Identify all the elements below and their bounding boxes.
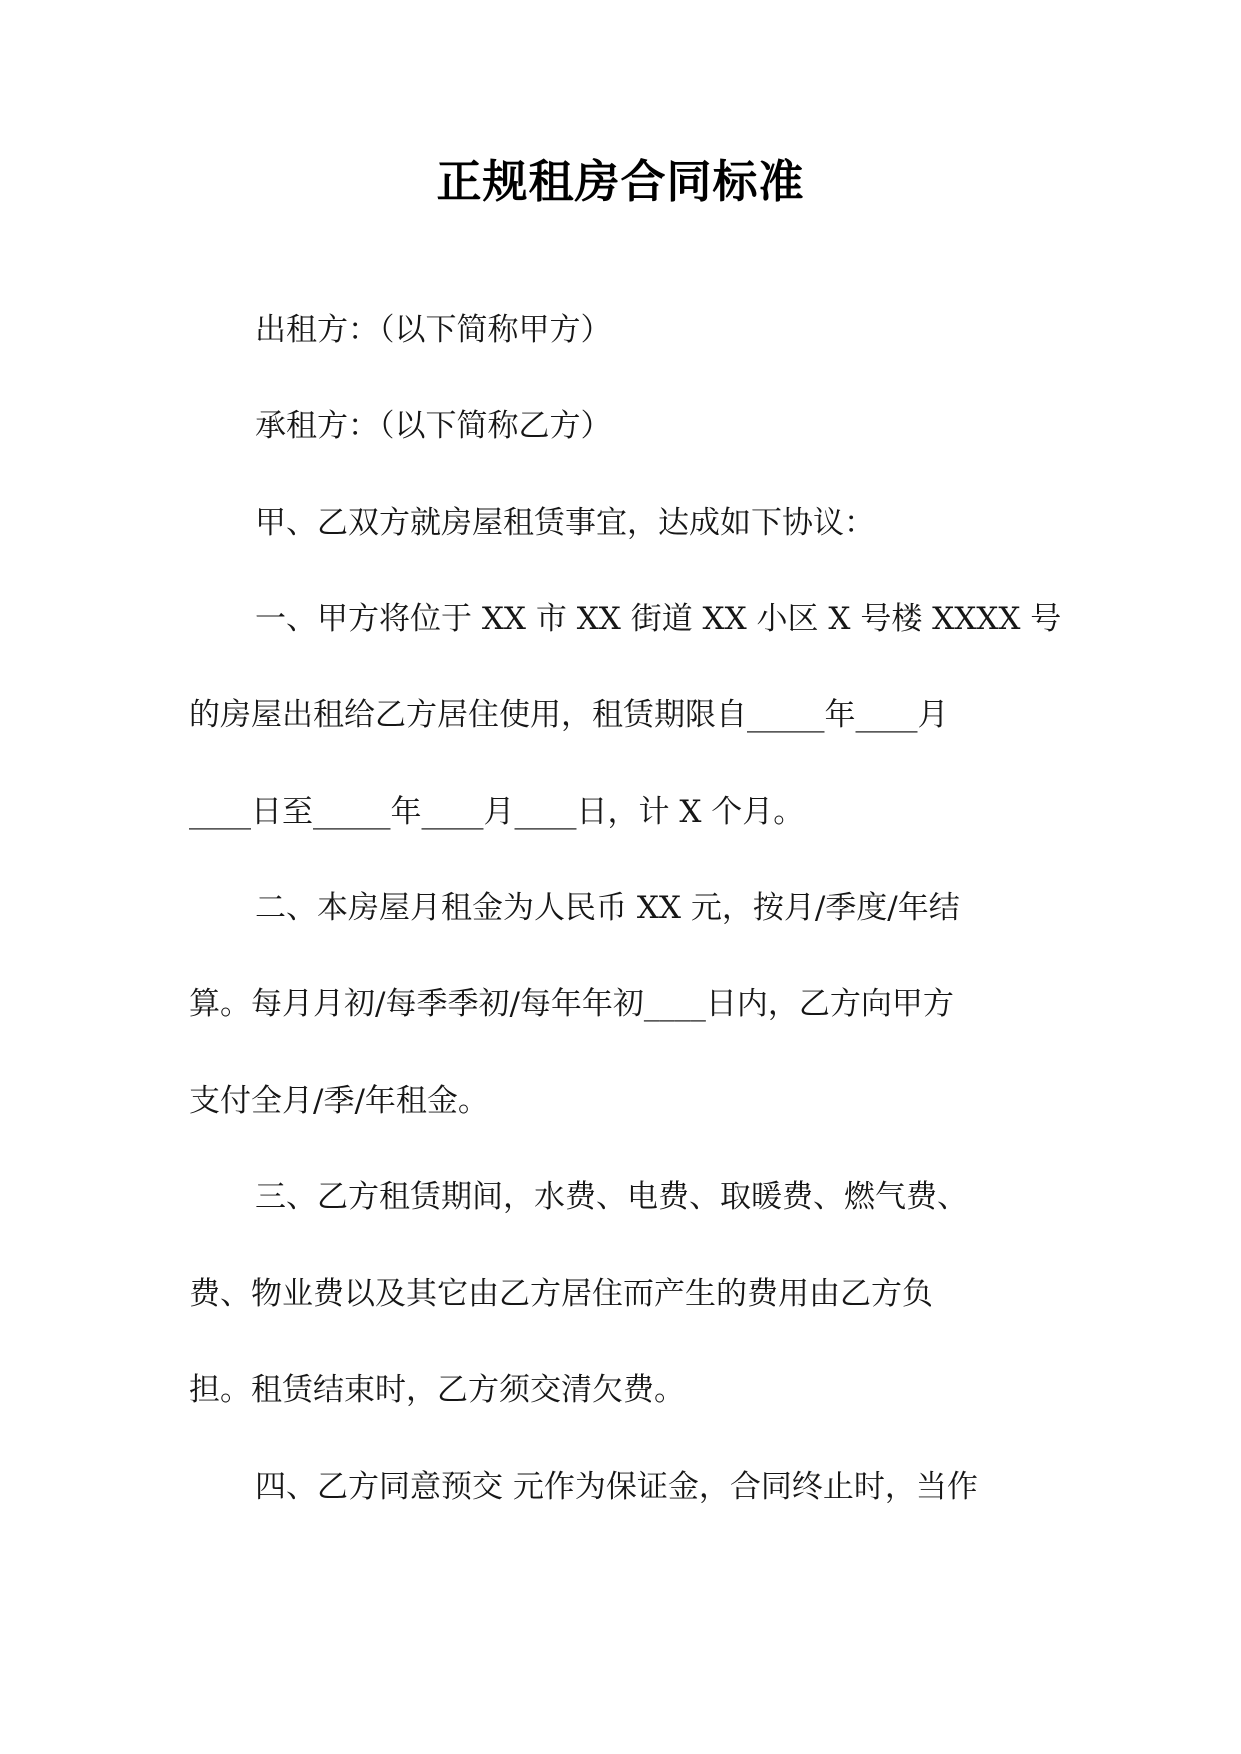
lessee-line: 承租方：（以下简称乙方） <box>255 408 612 444</box>
clause-1-line-1: 一、甲方将位于 XX 市 XX 街道 XX 小区 X 号楼 XXXX 号 <box>255 601 1062 637</box>
clause-2-line-1: 二、本房屋月租金为人民币 XX 元，按月/季度/年结 <box>255 890 960 926</box>
clause-4-line-1: 四、乙方同意预交 元作为保证金，合同终止时，当作 <box>255 1469 978 1505</box>
clause-2-line-2: 算。每月月初/每季季初/每年年初____日内，乙方向甲方 <box>189 986 954 1022</box>
clause-2-line-3: 支付全月/季/年租金。 <box>189 1083 489 1119</box>
clause-3-line-1: 三、乙方租赁期间，水费、电费、取暖费、燃气费、 <box>255 1179 968 1215</box>
clause-1-line-3: ____日至_____年____月____日，计 X 个月。 <box>189 794 805 830</box>
clause-3-line-2: 费、物业费以及其它由乙方居住而产生的费用由乙方负 <box>189 1276 933 1312</box>
document-title: 正规租房合同标准 <box>436 155 805 208</box>
agreement-intro-line: 甲、乙双方就房屋租赁事宜，达成如下协议： <box>255 505 875 541</box>
lessor-line: 出租方：（以下简称甲方） <box>255 312 612 348</box>
clause-1-line-2: 的房屋出租给乙方居住使用，租赁期限自_____年____月 <box>189 697 949 733</box>
clause-3-line-3: 担。租赁结束时，乙方须交清欠费。 <box>189 1372 685 1408</box>
